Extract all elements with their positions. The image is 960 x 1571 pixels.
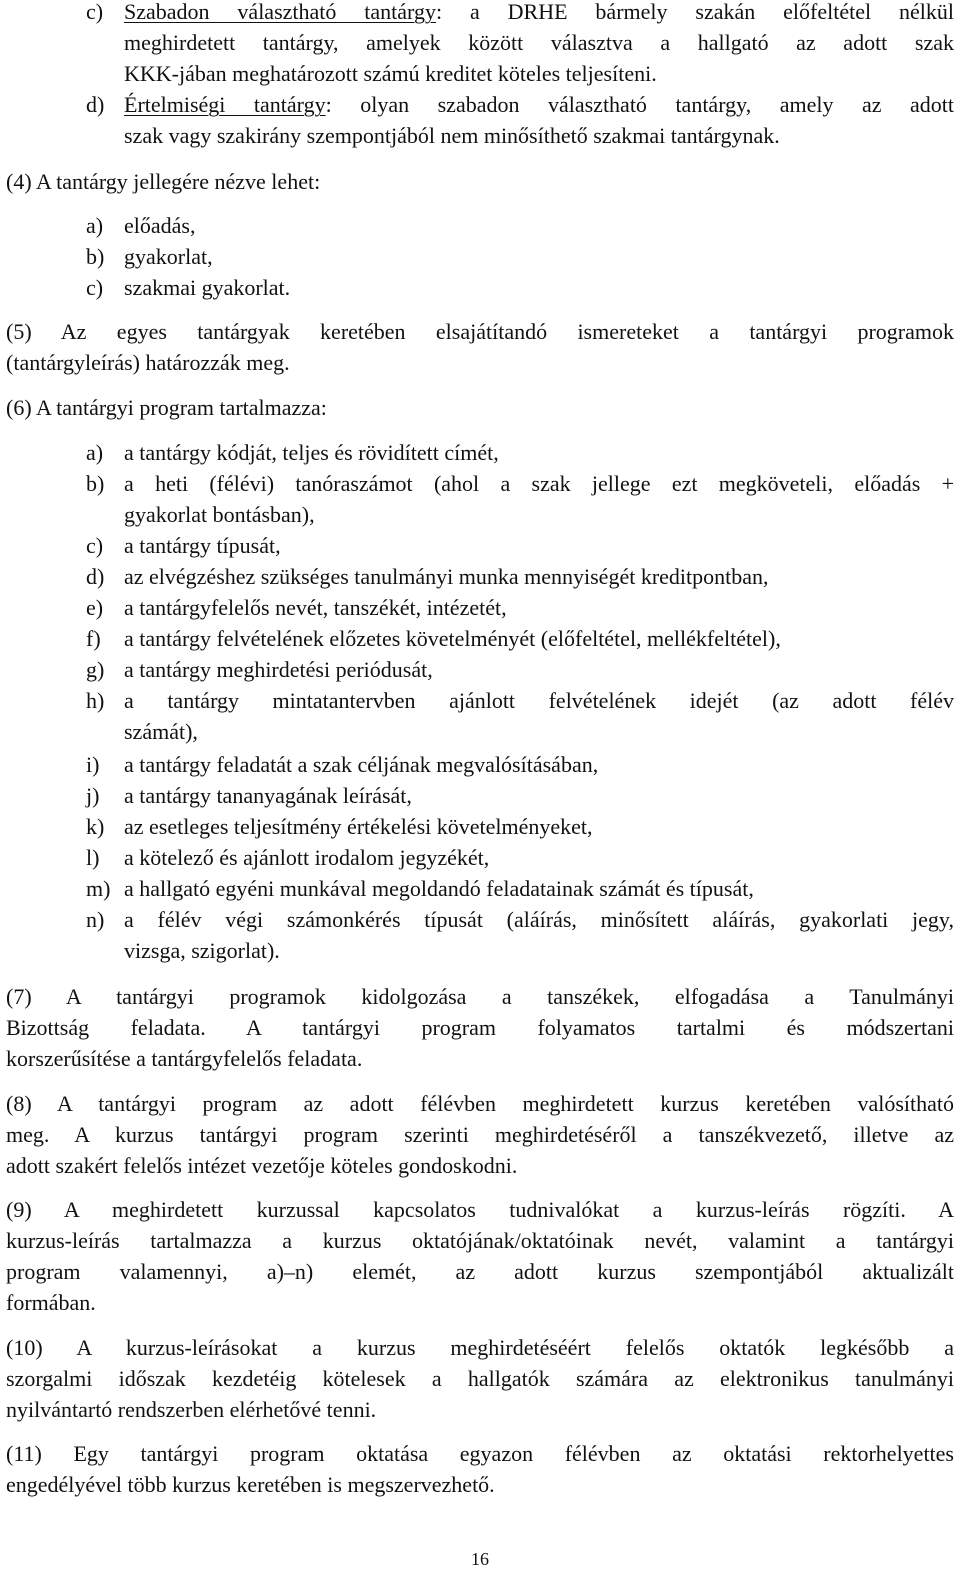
line-text: meg. A kurzus tantárgyi program szerinti meghirdetéséről a tanszékvezető, illetve az <box>6 1122 954 1147</box>
line-text: KKK-jában meghatározott számú kreditet köteles teljesíteni. <box>124 61 657 86</box>
text-line <box>6 1225 954 1256</box>
list-label: m) <box>86 876 111 901</box>
text-line <box>86 842 954 873</box>
list-label: c) <box>86 533 104 558</box>
line-text: a félév végi számonkérés típusát (aláírás, minősített aláírás, gyakorlati jegy, <box>124 907 954 932</box>
text-line <box>6 1088 954 1119</box>
text-line <box>6 1150 954 1181</box>
text-line <box>6 981 954 1012</box>
line-text: a hallgató egyéni munkával megoldandó feladatainak számát és típusát, <box>124 876 754 901</box>
line-text: meghirdetett tantárgy, amelyek között választva a hallgató az adott szak <box>124 30 954 55</box>
line-text: a tantárgyfelelős nevét, tanszékét, intézetét, <box>124 595 507 620</box>
line-text: számát), <box>124 719 198 744</box>
line-text: az elvégzéshez szükséges tanulmányi munka mennyiségét kreditpontban, <box>124 564 769 589</box>
list-label: d) <box>86 564 105 589</box>
text-line <box>86 272 954 303</box>
text-line <box>6 316 954 347</box>
line-text: szak vagy szakirány szempontjából nem minősíthető szakmai tantárgynak. <box>124 123 780 148</box>
text-line <box>86 749 954 780</box>
line-text: (tantárgyleírás) határozzák meg. <box>6 350 290 375</box>
text-line <box>6 1332 954 1363</box>
list-label: k) <box>86 814 105 839</box>
text-line <box>86 468 954 499</box>
text-line <box>6 1287 954 1318</box>
list-label: g) <box>86 657 105 682</box>
line-text: a heti (félévi) tanóraszámot (ahol a szak jellege ezt megköveteli, előadás + <box>124 471 954 496</box>
line-text: a tantárgy kódját, teljes és rövidített címét, <box>124 440 499 465</box>
list-label: l) <box>86 845 100 870</box>
text-line <box>6 1012 954 1043</box>
text-line <box>86 437 954 468</box>
list-label: a) <box>86 440 104 465</box>
list-label: b) <box>86 244 105 269</box>
list-label: f) <box>86 626 101 651</box>
line-text: (5) Az egyes tantárgyak keretében elsajátítandó ismereteket a tantárgyi programok <box>6 319 954 344</box>
line-text: a tantárgy felvételének előzetes követelményét (előfeltétel, mellékfeltétel), <box>124 626 781 651</box>
line-text: a tantárgy típusát, <box>124 533 281 558</box>
line-text: nyilvántartó rendszerben elérhetővé tenni. <box>6 1397 377 1422</box>
line-text: (6) A tantárgyi program tartalmazza: <box>6 395 327 420</box>
list-label: i) <box>86 752 100 777</box>
list-label: c) <box>86 0 104 24</box>
line-text: (8) A tantárgyi program az adott félévben meghirdetett kurzus keretében valósítható <box>6 1091 954 1116</box>
list-label: e) <box>86 595 104 620</box>
line-text: a tantárgy feladatát a szak céljának megvalósításában, <box>124 752 599 777</box>
line-text: gyakorlat bontásban), <box>124 502 315 527</box>
text-line <box>86 780 954 811</box>
term-underlined: Szabadon választható tantárgy <box>124 0 436 24</box>
line-text: (7) A tantárgyi programok kidolgozása a tanszékek, elfogadása a Tanulmányi <box>6 984 954 1009</box>
line-text: Bizottság feladata. A tantárgyi program folyamatos tartalmi és módszertani <box>6 1015 954 1040</box>
line-text: szakmai gyakorlat. <box>124 275 291 300</box>
line-text: kurzus-leírás tartalmazza a kurzus oktatójának/oktatóinak nevét, valamint a tantárgyi <box>6 1228 954 1253</box>
line-text: gyakorlat, <box>124 244 213 269</box>
list-label: n) <box>86 907 105 932</box>
line-text: vizsga, szigorlat). <box>124 938 280 963</box>
line-text: Szabadon választható tantárgy: a DRHE bármely szakán előfeltétel nélkül <box>124 0 954 24</box>
text-line <box>86 0 954 27</box>
text-line <box>6 1469 954 1500</box>
text-line <box>6 1043 954 1074</box>
text-line <box>124 935 954 966</box>
line-text: (4) A tantárgy jellegére nézve lehet: <box>6 169 321 194</box>
text-line <box>86 623 954 654</box>
line-text: Értelmiségi tantárgy: olyan szabadon választható tantárgy, amely az adott <box>124 92 954 117</box>
text-line <box>86 241 954 272</box>
list-label: j) <box>86 783 100 808</box>
text-line <box>124 716 954 747</box>
line-text: (10) A kurzus-leírásokat a kurzus meghirdetéséért felelős oktatók legkésőbb a <box>6 1335 954 1360</box>
line-text: program valamennyi, a)–n) elemét, az adott kurzus szempontjából aktualizált <box>6 1259 954 1284</box>
list-label: b) <box>86 471 105 496</box>
line-text: a tantárgy mintatantervben ajánlott felvételének idejét (az adott félév <box>124 688 954 713</box>
text-line <box>6 347 954 378</box>
text-line <box>124 58 954 89</box>
text-line <box>86 530 954 561</box>
line-text: a kötelező és ajánlott irodalom jegyzékét, <box>124 845 490 870</box>
text-line <box>6 392 954 423</box>
text-line <box>6 1194 954 1225</box>
text-line <box>6 1363 954 1394</box>
term-underlined: Értelmiségi tantárgy <box>124 92 326 117</box>
line-text: (11) Egy tantárgyi program oktatása egyazon félévben az oktatási rektorhelyettes <box>6 1441 954 1466</box>
list-label: d) <box>86 92 105 117</box>
text-line <box>6 1119 954 1150</box>
line-text: engedélyével több kurzus keretében is megszervezhető. <box>6 1472 495 1497</box>
text-line <box>86 873 954 904</box>
line-text: előadás, <box>124 213 196 238</box>
text-line <box>124 27 954 58</box>
text-line <box>124 120 954 151</box>
line-text: szorgalmi időszak kezdetéig kötelesek a hallgatók számára az elektronikus tanulmányi <box>6 1366 954 1391</box>
list-label: a) <box>86 213 104 238</box>
line-text: (9) A meghirdetett kurzussal kapcsolatos tudnivalókat a kurzus-leírás rögzíti. A <box>6 1197 954 1222</box>
text-line <box>86 685 954 716</box>
text-line <box>86 210 954 241</box>
line-text: a tantárgy tananyagának leírását, <box>124 783 412 808</box>
text-line <box>86 654 954 685</box>
text-line <box>86 904 954 935</box>
text-line <box>86 89 954 120</box>
text-line <box>124 499 954 530</box>
text-line <box>86 592 954 623</box>
line-text: adott szakért felelős intézet vezetője köteles gondoskodni. <box>6 1153 518 1178</box>
line-text: formában. <box>6 1290 96 1315</box>
list-label: h) <box>86 688 105 713</box>
page-number: 16 <box>471 1549 489 1569</box>
text-line <box>6 1256 954 1287</box>
text-line <box>6 1394 954 1425</box>
line-text: korszerűsítése a tantárgyfelelős feladata. <box>6 1046 363 1071</box>
text-line <box>6 166 954 197</box>
line-text: az esetleges teljesítmény értékelési követelményeket, <box>124 814 593 839</box>
list-label: c) <box>86 275 104 300</box>
text-line <box>86 811 954 842</box>
line-text: a tantárgy meghirdetési periódusát, <box>124 657 433 682</box>
text-line <box>6 1438 954 1469</box>
text-line <box>86 561 954 592</box>
